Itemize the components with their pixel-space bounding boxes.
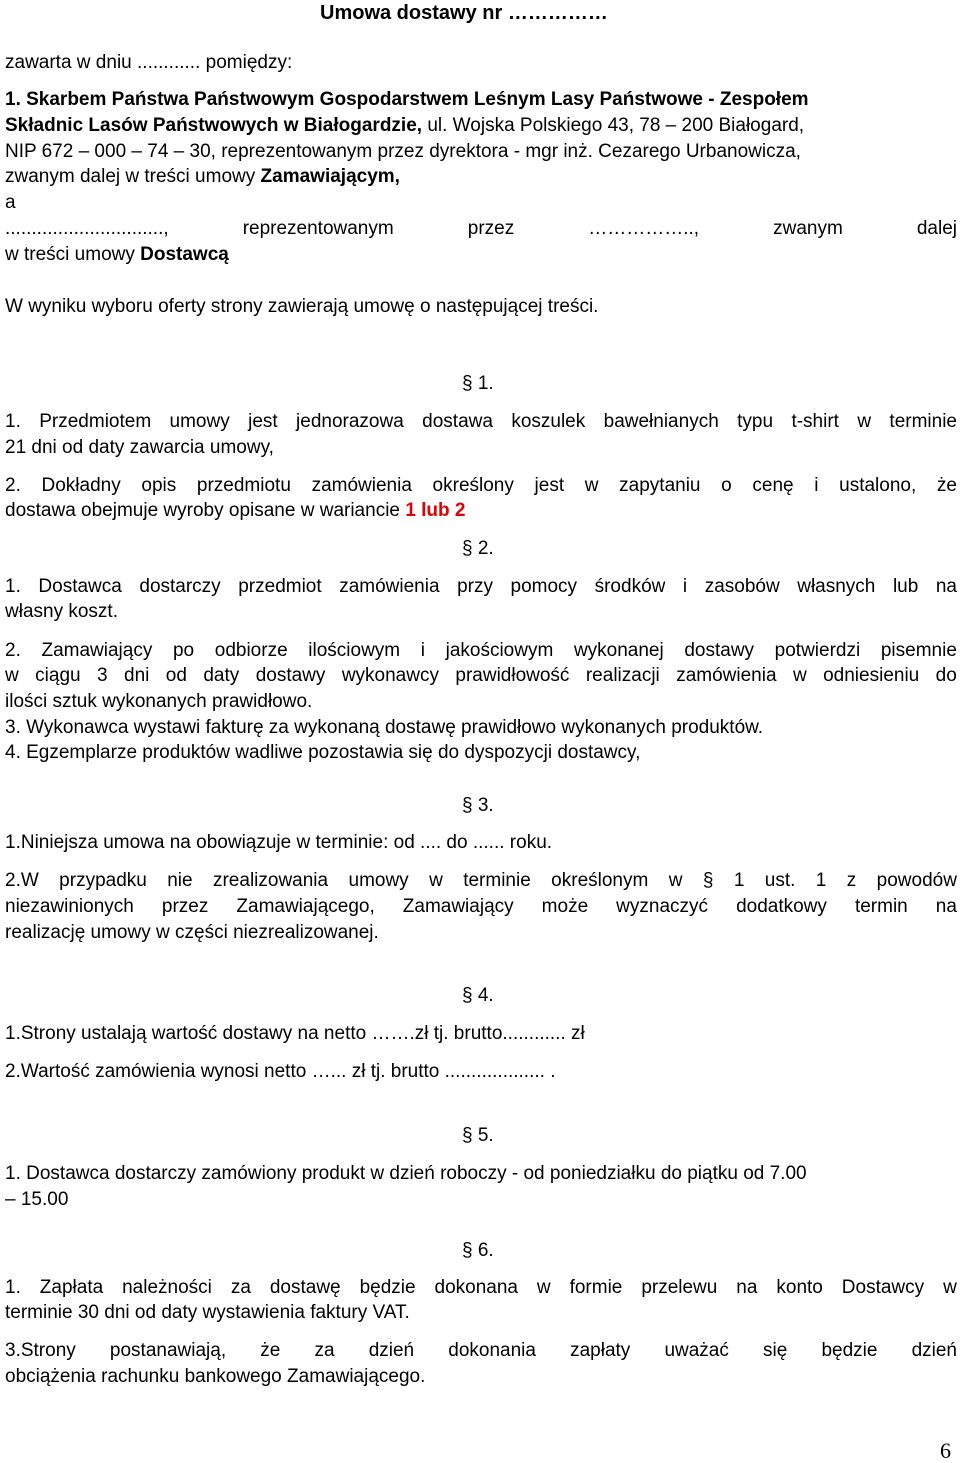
zamawiajacy-line <box>5 166 400 188</box>
s1-p2-text: dostawa obejmuje wyroby opisane w wariancie <box>5 500 406 521</box>
nip-line: NIP 672 – 000 – 74 – 30, reprezentowanym przez dyrektora - mgr inż. Cezarego Urbanowicza, <box>5 141 801 162</box>
word: dzień <box>368 1340 415 1361</box>
word: 1 <box>733 870 745 891</box>
word: 1. <box>5 411 21 432</box>
s2-p4: 4. Egzemplarze produktów wadliwe pozostawia się do dyspozycji dostawcy, <box>5 742 641 763</box>
s2-p2-line2 <box>5 665 957 687</box>
word: typu <box>737 411 774 432</box>
word: zapytaniu <box>619 475 701 496</box>
word: 2. <box>5 640 21 661</box>
word: i <box>420 640 425 661</box>
s3-p2-line1 <box>5 870 957 892</box>
word: prawidłowość <box>455 665 570 686</box>
word: postanawiają, <box>109 1340 227 1361</box>
word: Dostawca <box>38 576 122 597</box>
word: Zapłata <box>39 1277 104 1298</box>
s2-p2-line3: ilości sztuk wykonanych prawidłowo. <box>5 691 313 712</box>
word: opis <box>141 475 177 496</box>
party1-address: ul. Wojska Polskiego 43, 78 – 200 Białogard, <box>422 115 805 136</box>
word: będzie <box>359 1277 416 1298</box>
party1-name-end: Składnic Lasów Państwowych w Białogardzie, <box>5 115 423 136</box>
word: dzień <box>911 1340 957 1361</box>
s6-p1-line1 <box>5 1277 957 1299</box>
word: zapłaty <box>570 1340 631 1361</box>
word: powodów <box>876 870 957 891</box>
s3-p1: 1.Niniejsza umowa na obowiązuje w terminie: od .... do ...... roku. <box>5 832 553 853</box>
word: terminie <box>463 870 531 891</box>
s6-p1-line2: terminie 30 dni od daty wystawienia faktury VAT. <box>5 1302 410 1323</box>
word: .............................., <box>5 218 169 239</box>
word: dokonania <box>448 1340 536 1361</box>
word: 2.W <box>5 870 39 891</box>
section-heading-6: § 6. <box>462 1240 494 1261</box>
word: może <box>541 896 589 917</box>
word: wykonanej <box>573 640 664 661</box>
word: z <box>846 870 857 891</box>
word: odbiorze <box>214 640 288 661</box>
word: koszulek <box>511 411 586 432</box>
dostawca-term: Dostawcą <box>140 244 229 265</box>
word: i <box>682 576 688 597</box>
word: reprezentowanym <box>242 218 394 239</box>
word: …………….., <box>588 218 700 239</box>
word: wykonawcy <box>341 665 439 686</box>
word: określonym <box>551 870 649 891</box>
dostawca-line <box>5 244 229 266</box>
s5-p1-line2: – 15.00 <box>5 1189 69 1210</box>
word: jednorazowa <box>296 411 404 432</box>
word: § <box>702 870 714 891</box>
word: należności <box>122 1277 212 1298</box>
word: dodatkowy <box>736 896 827 917</box>
word: w <box>5 665 19 686</box>
zamawiajacy-term: Zamawiającym, <box>260 166 400 187</box>
word: w <box>429 870 443 891</box>
word: w <box>536 1277 551 1298</box>
word: w <box>668 870 683 891</box>
s2-p2-line1 <box>5 640 957 662</box>
word: 1. <box>5 1277 21 1298</box>
word: 3 <box>97 665 108 686</box>
word: pomocy <box>510 576 578 597</box>
word: dostawę <box>269 1277 341 1298</box>
word: ustalono, <box>839 475 917 496</box>
party1-line2 <box>5 115 804 137</box>
word: terminie <box>889 411 957 432</box>
word: Dokładny <box>41 475 121 496</box>
word: ilościowym <box>308 640 401 661</box>
section-heading-4: § 4. <box>462 985 494 1006</box>
s2-p1-line1 <box>5 576 957 598</box>
s4-p1: 1.Strony ustalają wartość dostawy na netto …….zł tj. brutto............ zł <box>5 1023 585 1044</box>
word: własnych <box>797 576 876 597</box>
word: za <box>230 1277 251 1298</box>
word: w <box>584 475 599 496</box>
dostawca-prefix: w treści umowy <box>5 244 141 265</box>
word: termin <box>854 896 908 917</box>
word: dokonana <box>434 1277 518 1298</box>
zamawiajacy-prefix: zwanym dalej w treści umowy <box>5 166 261 187</box>
word: przedmiotu <box>196 475 291 496</box>
word: że <box>260 1340 281 1361</box>
word: na <box>935 896 957 917</box>
word: jakościowym <box>445 640 554 661</box>
word: Przedmiotem <box>39 411 152 432</box>
word: Zamawiający <box>41 640 153 661</box>
word: 1. <box>5 576 21 597</box>
word: Dostawcy <box>841 1277 925 1298</box>
word: konto <box>776 1277 823 1298</box>
word: jest <box>248 411 278 432</box>
s6-p3-line2: obciążenia rachunku bankowego Zamawiającego. <box>5 1366 426 1387</box>
section-heading-5: § 5. <box>462 1125 494 1146</box>
section-heading-2: § 2. <box>462 538 494 559</box>
word: środków <box>594 576 666 597</box>
party1-line1: 1. Skarbem Państwa Państwowym Gospodarstwem Leśnym Lasy Państwowe - Zespołem <box>5 89 809 110</box>
word: zamówienia <box>676 665 777 686</box>
conjunction-a: a <box>5 192 16 213</box>
word: w <box>857 411 872 432</box>
section-heading-3: § 3. <box>462 795 494 816</box>
s1-p1-line2: 21 dni od daty zawarcia umowy, <box>5 437 274 458</box>
word: w <box>792 665 807 686</box>
word: przy <box>457 576 493 597</box>
word: na <box>736 1277 758 1298</box>
word: daty <box>203 665 240 686</box>
word: 1 <box>815 870 827 891</box>
s1-p2-line1 <box>5 475 957 497</box>
word: lub <box>892 576 919 597</box>
word: zasobów <box>704 576 780 597</box>
word: ust. <box>764 870 796 891</box>
word: będzie <box>821 1340 878 1361</box>
section-heading-1: § 1. <box>462 373 494 394</box>
word: na <box>935 576 957 597</box>
word: dostawy <box>684 640 755 661</box>
word: odniesieniu <box>823 665 920 686</box>
contract-title: Umowa dostawy nr …………… <box>320 2 608 24</box>
word: formie <box>569 1277 623 1298</box>
s6-p3-line1 <box>5 1340 957 1362</box>
s2-p3: 3. Wykonawca wystawi fakturę za wykonaną dostawę prawidłowo wykonanych produktów. <box>5 717 764 738</box>
word: cenę <box>752 475 794 496</box>
word: przez <box>467 218 515 239</box>
word: Zamawiający <box>402 896 514 917</box>
word: t-shirt <box>791 411 839 432</box>
s2-p1-line2: własny koszt. <box>5 601 118 622</box>
word: uważać <box>664 1340 729 1361</box>
word: nie <box>167 870 193 891</box>
word: 2. <box>5 475 21 496</box>
word: określony <box>432 475 514 496</box>
word: że <box>936 475 957 496</box>
date-line: zawarta w dniu ............ pomiędzy: <box>5 52 293 73</box>
word: umowy <box>169 411 230 432</box>
word: się <box>763 1340 788 1361</box>
s4-p2: 2.Wartość zamówienia wynosi netto …... zł tj. brutto ................... . <box>5 1061 556 1082</box>
word: jest <box>534 475 565 496</box>
word: przelewu <box>641 1277 718 1298</box>
word: przypadku <box>59 870 147 891</box>
s3-p2-line2 <box>5 896 957 918</box>
word: dostawy <box>255 665 326 686</box>
word: przedmiot <box>238 576 322 597</box>
s5-p1-line1: 1. Dostawca dostarczy zamówiony produkt w dzień roboczy - od poniedziałku do piątku od 7.00 <box>5 1163 807 1184</box>
s3-p2-line3: realizację umowy w części niezrealizowanej. <box>5 922 379 943</box>
word: i <box>814 475 819 496</box>
page-number: 6 <box>940 1438 951 1463</box>
wynik-line: W wyniku wyboru oferty strony zawierają umowę o następującej treści. <box>5 296 599 317</box>
word: realizacji <box>585 665 660 686</box>
word: do <box>935 665 957 686</box>
s1-p1-line1 <box>5 411 957 433</box>
word: w <box>943 1277 957 1298</box>
word: niezawinionych <box>5 896 134 917</box>
word: 3.Strony <box>5 1340 76 1361</box>
word: bawełnianych <box>603 411 719 432</box>
word: dni <box>124 665 150 686</box>
word: dostarczy <box>139 576 221 597</box>
s1-p2-line2 <box>5 500 465 522</box>
word: zwanym <box>773 218 843 239</box>
word: zrealizowania <box>212 870 329 891</box>
word: pisemnie <box>880 640 957 661</box>
word: wyznaczyć <box>616 896 709 917</box>
word: po <box>172 640 195 661</box>
word: ciągu <box>35 665 81 686</box>
party2-line <box>5 218 957 240</box>
word: dalej <box>916 218 957 239</box>
word: zamówienia <box>311 475 412 496</box>
word: zamówienia <box>339 576 440 597</box>
word: przez <box>161 896 209 917</box>
word: potwierdzi <box>774 640 861 661</box>
s1-variant-highlight: 1 lub 2 <box>405 500 466 521</box>
word: dostawa <box>422 411 493 432</box>
word: od <box>165 665 187 686</box>
word: umowy <box>348 870 409 891</box>
word: za <box>314 1340 335 1361</box>
word: o <box>721 475 732 496</box>
word: Zamawiającego, <box>236 896 375 917</box>
